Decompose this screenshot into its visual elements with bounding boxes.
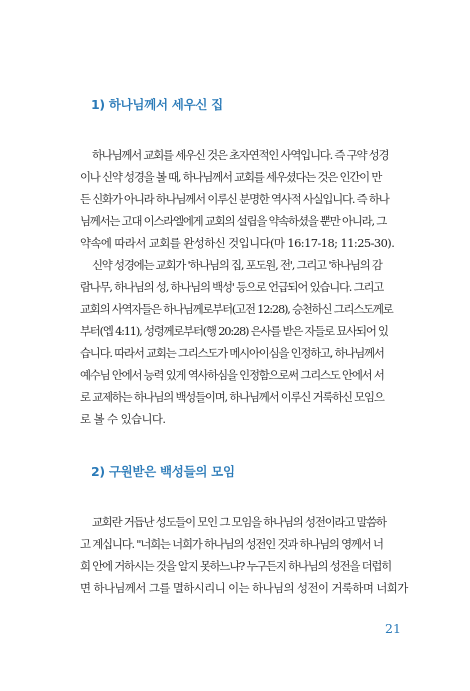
section-2-heading: 2) 구원받은 백성들의 모임 xyxy=(91,464,235,479)
text-line: 람나무, 하나님의 성, 하나님의 백성' 등으로 언급되어 있습니다. 그리고 xyxy=(80,280,384,294)
text-line: 교회의 사역자들은 하나님께로부터(고전 12:28), 승천하신 그리스도께로 xyxy=(80,302,393,316)
text-line: 습니다. 따라서 교회는 그리스도가 메시아이심을 인정하고, 하나님께서 xyxy=(80,346,384,360)
text-line: 예수님 안에서 능력 있게 역사하심을 인정함으로써 그리스도 안에서 서 xyxy=(80,368,384,382)
text-line: 로 볼 수 있습니다. xyxy=(80,412,166,426)
text-line: 든 신화가 아니라 하나님께서 이루신 분명한 역사적 사실입니다. 즉 하나 xyxy=(80,192,389,206)
text-line: 희 안에 거하시는 것을 알지 못하느냐? 누구든지 하나님의 성전을 더럽히 xyxy=(80,559,391,573)
text-line: 신약 성경에는 교회가 '하나님의 집, 포도원, 전', 그리고 '하나님의 감 xyxy=(92,258,382,272)
text-line: 로 교제하는 하나님의 백성들이며, 하나님께서 이루신 거룩하신 모임으 xyxy=(80,390,384,404)
text-line: 약속에 따라서 교회를 완성하신 것입니다(마 16:17-18; 11:25-30). xyxy=(80,236,395,250)
text-line: 부터(엡 4:11), 성령께로부터(행 20:28) 은사를 받은 자들로 묘사되어 있 xyxy=(80,324,388,338)
text-line: 면 하나님께서 그를 멸하시리니 이는 하나님의 성전이 거룩하며 너희가 xyxy=(80,581,408,595)
text-line: 이나 신약 성경을 볼 때, 하나님께서 교회를 세우셨다는 것은 인간이 만 xyxy=(80,170,382,184)
text-line: 하나님께서 교회를 세우신 것은 초자연적인 사역입니다. 즉 구약 성경 xyxy=(92,148,389,162)
section-1-heading: 1) 하나님께서 세우신 집 xyxy=(91,97,223,112)
text-line: 고 계십니다. "너희는 너희가 하나님의 성전인 것과 하나님의 영께서 너 xyxy=(80,537,383,551)
text-line: 님께서는 고대 이스라엘에게 교회의 설립을 약속하셨을 뿐만 아니라, 그 xyxy=(80,214,387,228)
page-number: 21 xyxy=(385,621,401,636)
text-line: 교회란 거듭난 성도들이 모인 그 모임을 하나님의 성전이라고 말씀하 xyxy=(92,515,386,529)
